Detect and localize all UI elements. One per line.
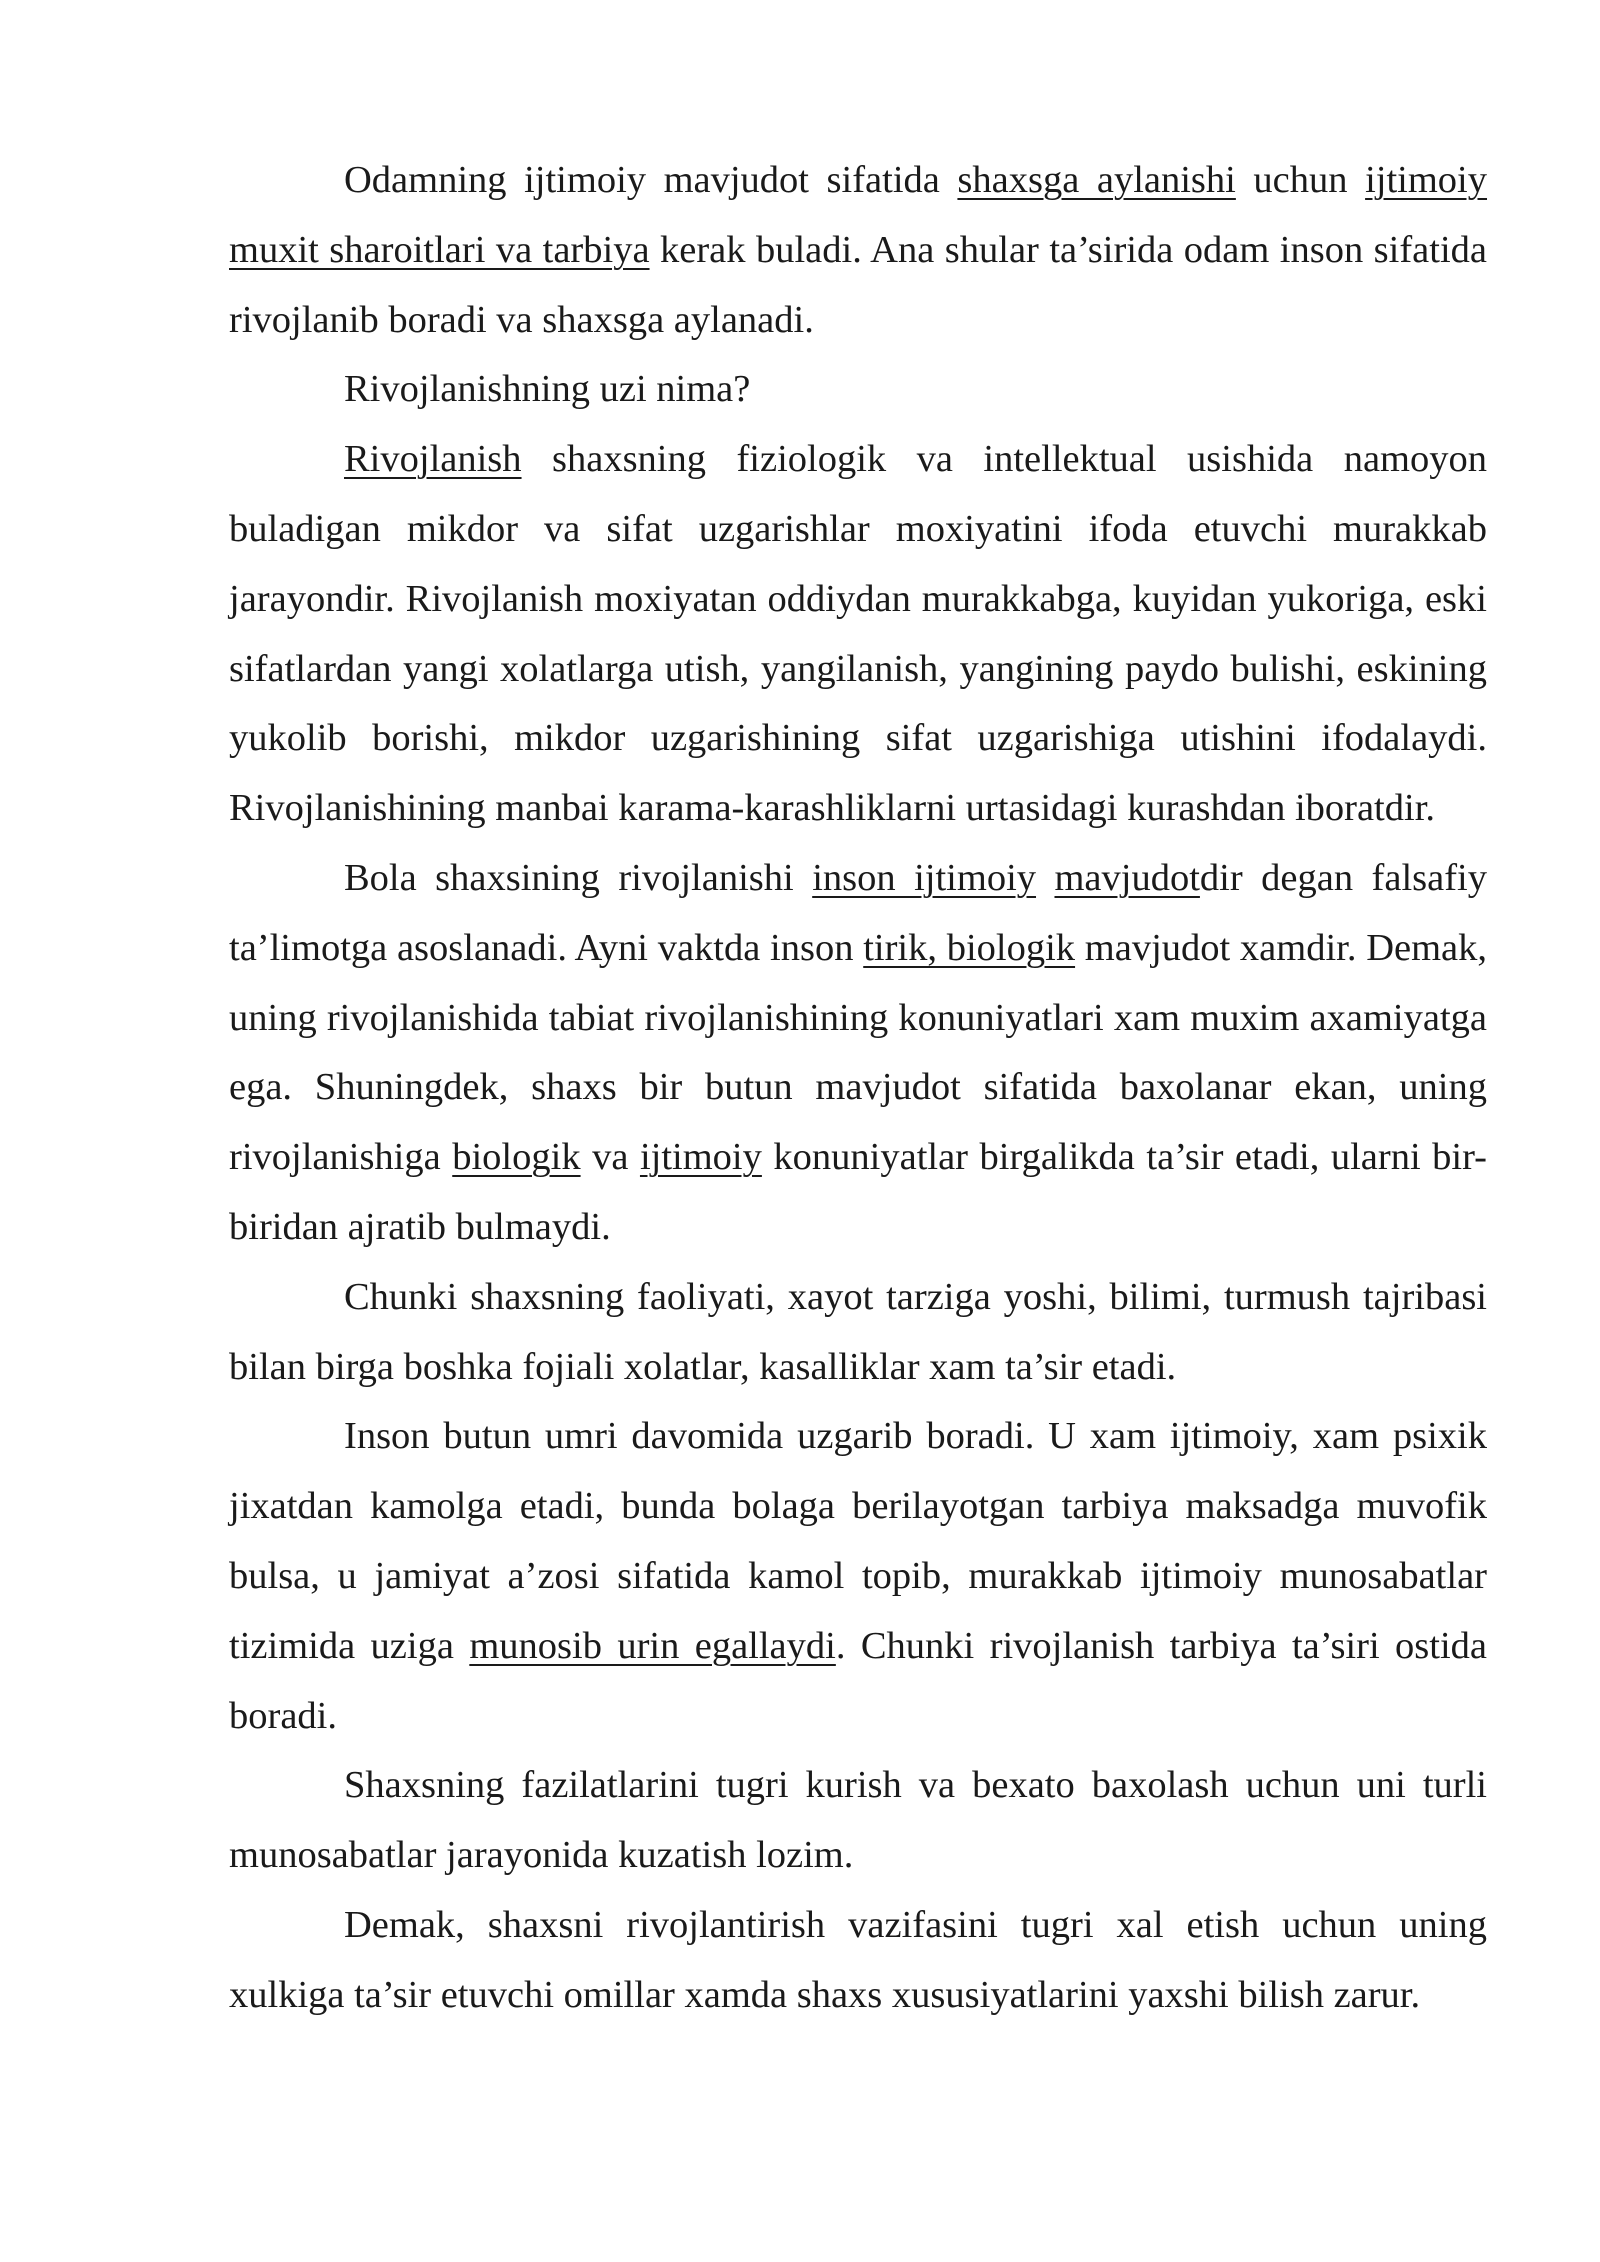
- underlined-phrase: munosib urin egallaydi: [469, 1624, 836, 1667]
- paragraph-8: Demak, shaxsni rivojlantirish vazifasini tugri xal etish uchun uning xulkiga ta’sir etuvchi omillar xamda shaxs xususiyatlarini yaxshi bilish zarur.: [229, 1903, 1487, 2016]
- paragraph-4: Bola shaxsining rivojlanishi inson ijtimoiy mavjudotdir degan falsafiy ta’limotga asoslanadi. Ayni vaktda inson tirik, biologik mavjudot xamdir. Demak, uning rivojlanishida tabiat rivojlanishining konuniyatlari xam muxim axamiyatga ega. Shuningdek, shaxs bir butun mavjudot sifatida baxolanar ekan, uning rivojlanishiga biologik va ijtimoiy konuniyatlar birgalikda ta’sir etadi, ularni bir-biridan ajratib bulmaydi.: [229, 856, 1487, 1248]
- document-page: [229, 146, 1487, 2031]
- paragraph-7: Shaxsning fazilatlarini tugri kurish va bexato baxolash uchun uni turli munosabatlar jarayonida kuzatish lozim.: [229, 1764, 1487, 1877]
- underlined-phrase: shaxsga aylanishi: [957, 159, 1236, 201]
- paragraph-1: Odamning ijtimoiy mavjudot sifatida shaxsga aylanishi uchun ijtimoiy muxit sharoitlari va tarbiya kerak buladi. Ana shular ta’sirida odam inson sifatida rivojlanib boradi va shaxsga aylanadi.: [229, 159, 1488, 341]
- underlined-phrase: ijtimoiy muxit sharoitlari va tarbiya: [229, 159, 1488, 271]
- paragraph-3: Rivojlanish shaxsning fiziologik va intellektual usishida namoyon buladigan mikdor va sifat uzgarishlar moxiyatini ifoda etuvchi murakkab jarayondir. Rivojlanish moxiyatan oddiydan murakkabga, kuyidan yukoriga, eski sifatlardan yangi xolatlarga utish, yangilanish, yangining paydo bulishi, eskining yukolib borishi, mikdor uzgarishining sifat uzgarishiga utishini ifodalaydi. Rivojlanishining manbai karama-karashliklarni urtasidagi kurashdan iboratdir.: [229, 438, 1487, 830]
- paragraph-2: Rivojlanishning uzi nima?: [344, 368, 751, 411]
- underlined-phrase: mavjudot: [1054, 856, 1200, 899]
- underlined-phrase: inson ijtimoiy: [812, 856, 1037, 899]
- underlined-phrase: tirik, biologik: [863, 926, 1076, 969]
- underlined-phrase: ijtimoiy: [639, 1136, 762, 1179]
- paragraph-6: Inson butun umri davomida uzgarib boradi. U xam ijtimoiy, xam psixik jixatdan kamolga etadi, bunda bolaga berilayotgan tarbiya maksadga muvofik bulsa, u jamiyat a’zosi sifatida kamol topib, murakkab ijtimoiy munosabatlar tizimida uziga munosib urin egallaydi. Chunki rivojlanish tarbiya ta’siri ostida boradi.: [229, 1415, 1487, 1737]
- underlined-phrase: Rivojlanish: [344, 438, 522, 481]
- paragraph-5: Chunki shaxsning faoliyati, xayot tarziga yoshi, bilimi, turmush tajribasi bilan birga boshka fojiali xolatlar, kasalliklar xam ta’sir etadi.: [229, 1275, 1487, 1388]
- underlined-phrase: biologik: [452, 1136, 581, 1179]
